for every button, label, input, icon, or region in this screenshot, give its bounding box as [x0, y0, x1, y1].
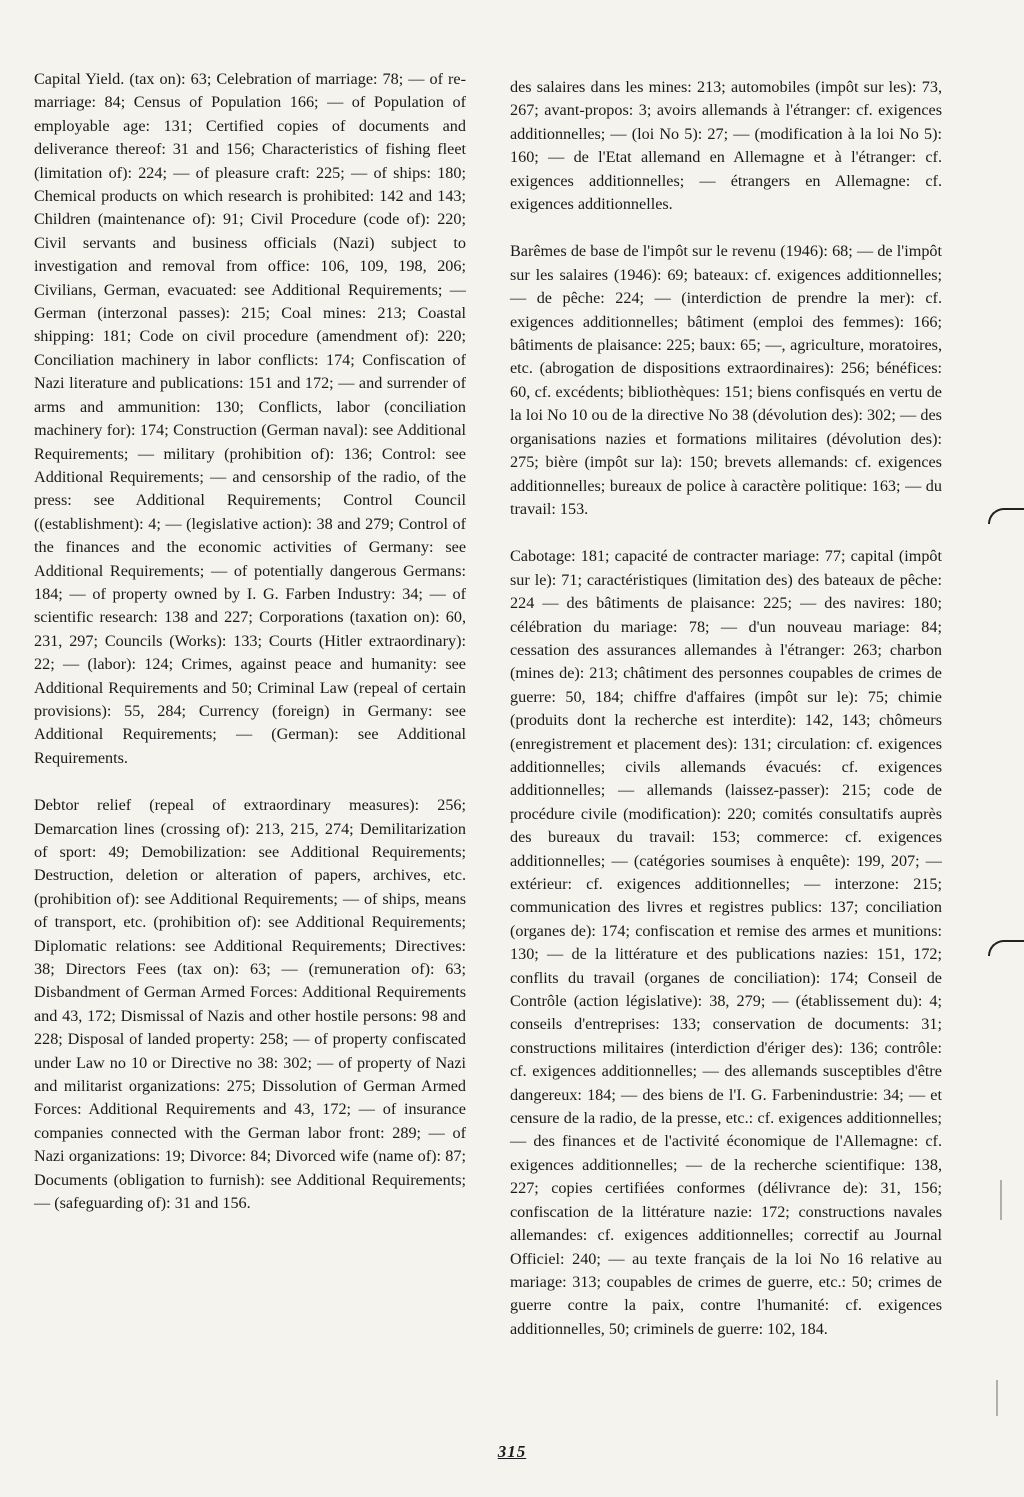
index-paragraph-a-continued: des salaires dans les mines: 213; automobiles (impôt sur les): 73, 267; avant-propos: 3; avoirs allemands à l'étranger: cf. exigences additionnelles; — (loi No 5): 27; — (modification à la loi No 5): 160; — de l'Etat allemand en Allemagne et à l'étranger: cf. exigences additionnelles; — étrangers en Allemagne: cf. exigences additionnelles. [510, 78, 942, 214]
index-paragraph-d: Debtor relief (repeal of extraordinary measures): 256; Demarcation lines (crossing of): 213, 215, 274; Demilitarization of sport: 49; Demobilization: see Additional Requirements; Destruction, deletion or alteration of papers, archives, etc. (prohibition of): see Additional Requirements; — of ships, means of transport, etc. (prohibition of): see Additional Requirements; Diplomatic relations: see Additional Requirements; Directives: 38; Directors Fees (tax on): 63; — (remuneration of): 63; Disbandment of German Armed Forces: Additional Requirements and 43, 172; Dismissal of Nazis and other hostile persons: 98 and 228; Disposal of landed property: 258; — of property confiscated under Law no 10 or Directive no 38: 302; — of property of Nazi and militarist organizations: 275; Dissolution of German Armed Forces: Additional Requirements and 43, 172; — of insurance companies connected with the German labor front: 289; — of Nazi organizations: 19; Divorce: 84; Divorced wife (name of): 87; Documents (obligation to furnish): see Additional Requirements; — (safeguarding of): 31 and 156. [34, 796, 466, 1213]
page-number: 315 [497, 1442, 527, 1461]
margin-mark [988, 508, 1024, 524]
scan-smudge [996, 1380, 998, 1416]
index-column-right [510, 76, 942, 1365]
index-column-left [34, 68, 466, 1240]
index-paragraph-b: Barêmes de base de l'impôt sur le revenu (1946): 68; — de l'impôt sur les salaires (1946): 69; bateaux: cf. exigences additionnelles; — de pêche: 224; — (interdiction de prendre la mer): cf. exigences additionnelles; bâtiment (emploi des femmes): 166; bâtiments de plaisance: 225; baux: 65; —, agriculture, moratoires, etc. (abrogation de dispositions extraordinaires): 256; bénéfices: 60, cf. excédents; bibliothèques: 151; biens confisqués en vertu de la loi No 10 ou de la directive No 38 (dévolution des): 302; — des organisations nazies et formations militaires (dévolution des): 275; bière (impôt sur la): 150; brevets allemands: cf. exigences additionnelles; bureaux de police à caractère politique: 163; — du travail: 153. [510, 242, 942, 518]
margin-mark [988, 940, 1024, 956]
scan-smudge [1000, 1180, 1002, 1220]
index-paragraph-c: Capital Yield. (tax on): 63; Celebration of marriage: 78; — of re-marriage: 84; Census of Population 166; — of Population of employable age: 131; Certified copies of documents and deliverance thereof: 31 and 156; Characteristics of fishing fleet (limitation of): 224; — of pleasure craft: 225; — of ships: 180; Chemical products on which research is prohibited: 142 and 143; Children (maintenance of): 91; Civil Procedure (code of): 220; Civil servants and business officials (Nazi) subject to investigation and removal from office: 106, 109, 198, 206; Civilians, German, evacuated: see Additional Requirements; — German (interzonal passes): 215; Coal mines: 213; Coastal shipping: 181; Code on civil procedure (amendment of): 220; Conciliation machinery in labor conflicts: 174; Confiscation of Nazi literature and publications: 151 and 172; — and surrender of arms and ammunition: 130; Conflicts, labor (conciliation machinery for): 174; Construction (German naval): see Additional Requirements; — military (prohibition of): 136; Control: see Additional Requirements; — and censorship of the radio, of the press: see Additional Requirements; Control Council ((establishment): 4; — (legislative action): 38 and 279; Control of the finances and the economic activities of Germany: see Additional Requirements; — of potentially dangerous Germans: 184; — of property owned by I. G. Farben Industry: 34; — of scientific research: 138 and 227; Corporations (taxation on): 60, 231, 297; Councils (Works): 133; Courts (Hitler extraordinary): 22; — (labor): 124; Crimes, against peace and humanity: see Additional Requirements and 50; Criminal Law (repeal of certain provisions): 55, 284; Currency (foreign) in Germany: see Additional Requirements; — (German): see Additional Requirements. [34, 70, 466, 767]
index-paragraph-c-french: Cabotage: 181; capacité de contracter mariage: 77; capital (impôt sur le): 71; caractéristiques (limitation des) des bateaux de pêche: 224 — des bâtiments de plaisance: 225; — des navires: 180; célébration du mariage: 78; — d'un nouveau mariage: 84; cessation des assurances allemandes à l'étranger: 263; charbon (mines de): 213; châtiment des personnes coupables de crimes de guerre: 50, 184; chiffre d'affaires (impôt sur le): 75; chimie (produits dont la recherche est interdite): 142, 143; chômeurs (enregistrement et placement des): 131; circulation: cf. exigences additionnelles; civils allemands évacués: cf. exigences additionnelles; — allemands (laissez-passer): 215; code de procédure civile (modification): 220; comités consultatifs auprès des bureaux du travail: 153; commerce: cf. exigences additionnelles; — (catégories soumises à enquête): 199, 207; — extérieur: cf. exigences additionnelles; — interzone: 215; communication des livres et registres publics: 137; conciliation (organes de): 174; confiscation et remise des armes et munitions: 130; — de la littérature et des publications nazies: 151, 172; conflits du travail (organes de conciliation): 174; Conseil de Contrôle (action législative): 38, 279; — (établissement du): 4; conseils d'entreprises: 133; conservation de documents: 31; constructions militaires (interdiction d'ériger des): 136; contrôle: cf. exigences additionnelles; — des allemands susceptibles d'être dangereux: 184; — des biens de l'I. G. Farbenindustrie: 34; — et censure de la radio, de la presse, etc.: cf. exigences additionnelles; — des finances et de l'activité économique de l'Allemagne: cf. exigences additionnelles; — de la recherche scientifique: 138, 227; copies certifiées conformes (délivrance de): 31, 156; confiscation de la littérature nazie: 172; constructions navales allemandes: cf. exigences additionnelles; correctif au Journal Officiel: 240; — au texte français de la loi No 16 relative au mariage: 313; coupables de crimes de guerre, etc.: 50; crimes de guerre contre la paix, contre l'humanité: cf. exigences additionnelles, 50; criminels de guerre: 102, 184. [510, 547, 942, 1338]
